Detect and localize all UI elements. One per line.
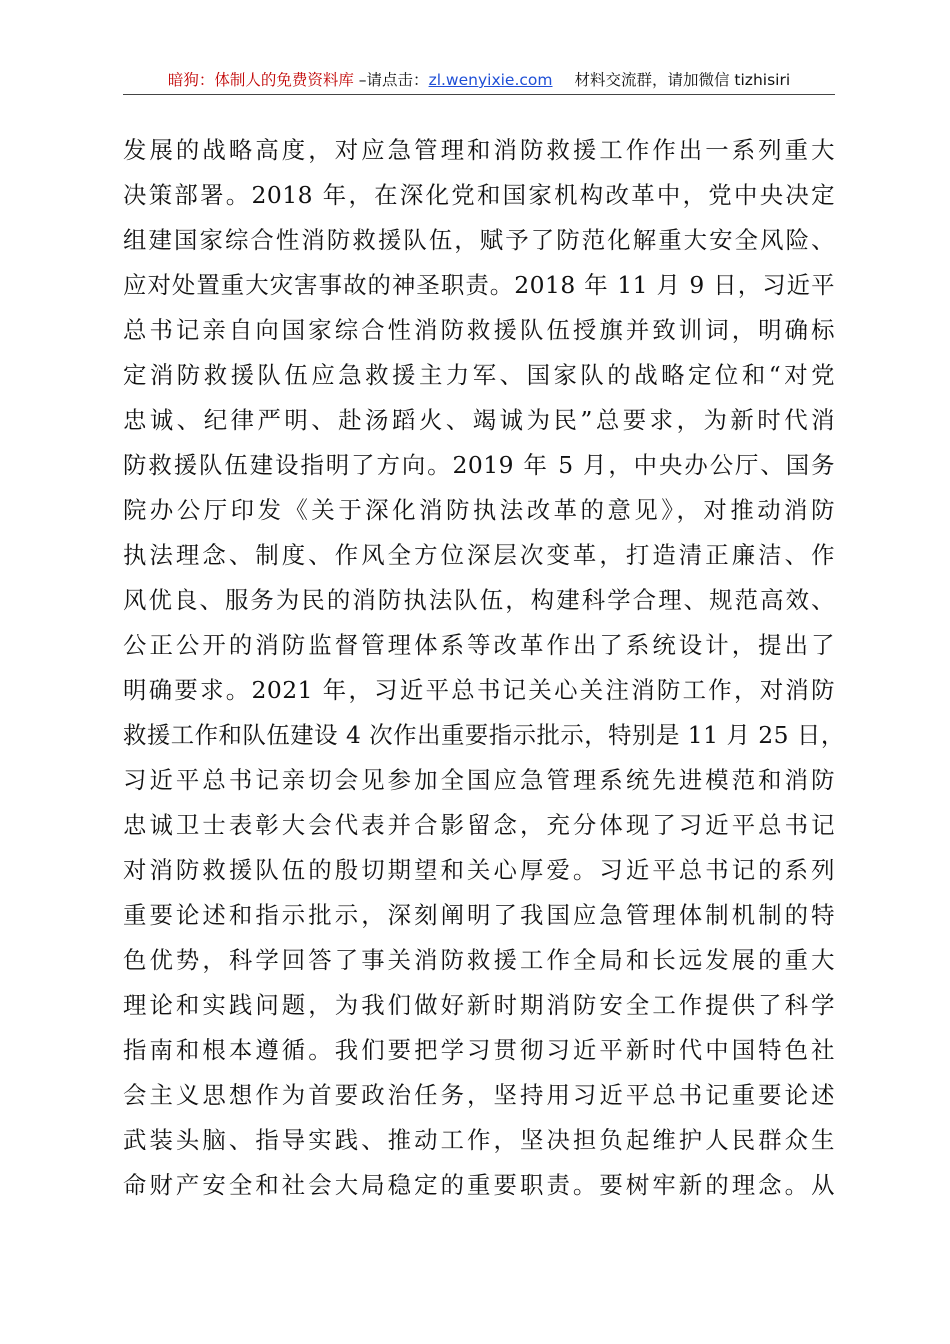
body-line: 防救援队伍建设指明了方向。2019 年 5 月，中央办公厅、国务 <box>123 451 835 479</box>
header-link[interactable]: zl.wenyixie.com <box>428 71 553 89</box>
body-line: 组建国家综合性消防救援队伍，赋予了防范化解重大安全风险、 <box>123 226 835 254</box>
body-line: 理论和实践问题，为我们做好新时期消防安全工作提供了科学 <box>123 991 835 1019</box>
header-brand: 暗狗：体制人的免费资料库 <box>167 71 354 89</box>
body-line: 习近平总书记亲切会见参加全国应急管理系统先进模范和消防 <box>123 766 835 794</box>
body-line: 应对处置重大灾害事故的神圣职责。2018 年 11 月 9 日，习近平 <box>123 271 835 299</box>
body-line: 发展的战略高度，对应急管理和消防救援工作作出一系列重大 <box>123 136 835 164</box>
body-line: 定消防救援队伍应急救援主力军、国家队的战略定位和“对党 <box>123 361 835 389</box>
body-line: 命财产安全和社会大局稳定的重要职责。要树牢新的理念。从 <box>123 1171 835 1199</box>
body-line: 总书记亲自向国家综合性消防救援队伍授旗并致训词，明确标 <box>123 316 835 344</box>
header-prompt: –请点击： <box>353 71 429 89</box>
body-line: 执法理念、制度、作风全方位深层次变革，打造清正廉洁、作 <box>123 541 835 569</box>
body-line: 救援工作和队伍建设 4 次作出重要指示批示，特别是 11 月 25 日， <box>123 721 845 749</box>
body-line: 明确要求。2021 年，习近平总书记关心关注消防工作，对消防 <box>123 676 835 704</box>
body-line: 武装头脑、指导实践、推动工作，坚决担负起维护人民群众生 <box>123 1126 835 1154</box>
body-line: 风优良、服务为民的消防执法队伍，构建科学合理、规范高效、 <box>123 586 835 614</box>
body-line: 指南和根本遵循。我们要把学习贯彻习近平新时代中国特色社 <box>123 1036 835 1064</box>
body-line: 决策部署。2018 年，在深化党和国家机构改革中，党中央决定 <box>123 181 835 209</box>
body-line: 忠诚、纪律严明、赴汤蹈火、竭诚为民”总要求，为新时代消 <box>123 406 835 434</box>
body-line: 忠诚卫士表彰大会代表并合影留念，充分体现了习近平总书记 <box>123 811 835 839</box>
document-body <box>123 128 845 1208</box>
body-line: 色优势，科学回答了事关消防救援工作全局和长远发展的重大 <box>123 946 835 974</box>
page-header <box>123 66 835 94</box>
header-divider <box>123 94 835 95</box>
header-contact: 材料交流群，请加微信 tizhisiri <box>574 71 791 89</box>
body-line: 重要论述和指示批示，深刻阐明了我国应急管理体制机制的特 <box>123 901 835 929</box>
body-line: 对消防救援队伍的殷切期望和关心厚爱。习近平总书记的系列 <box>123 856 835 884</box>
body-line: 公正公开的消防监督管理体系等改革作出了系统设计，提出了 <box>123 631 835 659</box>
body-line: 会主义思想作为首要政治任务，坚持用习近平总书记重要论述 <box>123 1081 835 1109</box>
body-line: 院办公厅印发《关于深化消防执法改革的意见》，对推动消防 <box>123 496 835 524</box>
